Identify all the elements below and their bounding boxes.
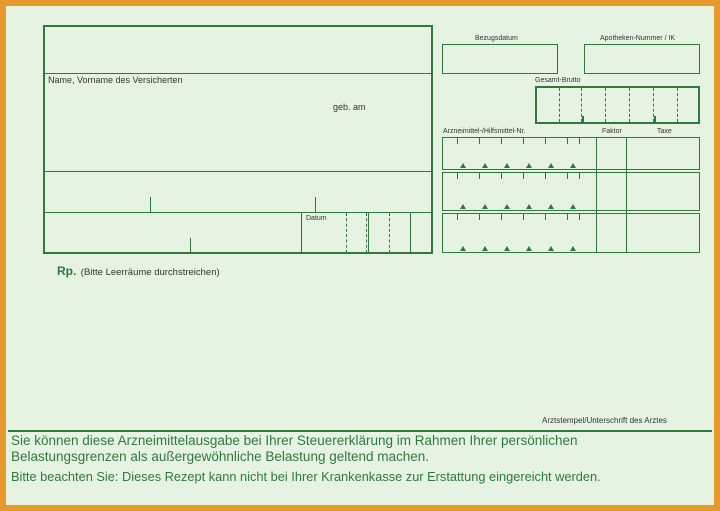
insured-box	[43, 25, 433, 254]
digit-marker	[504, 204, 510, 209]
prescription-form	[6, 6, 714, 505]
digit-marker	[460, 163, 466, 168]
brutto-decimal-mark	[654, 116, 656, 122]
faktor-label: Faktor	[602, 128, 622, 135]
digit-marker	[526, 204, 532, 209]
digit-tick	[457, 173, 458, 179]
digit-tick	[457, 138, 458, 144]
insured-tick	[315, 197, 316, 212]
digit-tick	[479, 138, 480, 144]
notice-line-3: Bitte beachten Sie: Dieses Rezept kann nicht bei Ihrer Krankenkasse zur Erstattung eingereicht werden.	[11, 469, 601, 484]
date-digit-divider	[410, 213, 411, 253]
digit-tick	[523, 173, 524, 179]
insured-name-label: Name, Vorname des Versicherten	[48, 75, 183, 85]
digit-tick	[479, 173, 480, 179]
digit-tick	[457, 214, 458, 220]
digit-tick	[501, 214, 502, 220]
taxe-label: Taxe	[657, 128, 672, 135]
digit-marker	[570, 246, 576, 251]
digit-marker	[570, 163, 576, 168]
date-divider	[301, 212, 302, 253]
digit-marker	[548, 163, 554, 168]
bezugsdatum-field[interactable]	[442, 44, 558, 74]
insured-tick	[190, 238, 191, 253]
rp-hint: (Bitte Leerräume durchstreichen)	[80, 267, 220, 278]
digit-tick	[567, 173, 568, 179]
digit-marker	[460, 204, 466, 209]
notice-line-2: Belastungsgrenzen als außergewöhnliche Belastung geltend machen.	[11, 449, 430, 464]
apotheke-label: Apotheken-Nummer / IK	[600, 35, 676, 42]
taxe-divider	[626, 137, 627, 253]
gesamt-brutto-label: Gesamt-Brutto	[535, 77, 581, 84]
digit-tick	[479, 214, 480, 220]
brutto-digit-divider	[605, 88, 606, 122]
digit-tick	[545, 173, 546, 179]
faktor-divider	[596, 137, 597, 253]
digit-marker	[570, 204, 576, 209]
digit-tick	[501, 138, 502, 144]
digit-marker	[482, 163, 488, 168]
digit-tick	[545, 214, 546, 220]
digit-tick	[523, 138, 524, 144]
signature-label: Arztstempel/Unterschrift des Arztes	[542, 416, 667, 425]
brutto-digit-divider	[629, 88, 630, 122]
digit-marker	[504, 163, 510, 168]
digit-marker	[548, 204, 554, 209]
digit-marker	[504, 246, 510, 251]
digit-tick	[501, 173, 502, 179]
digit-marker	[460, 246, 466, 251]
digit-marker	[482, 246, 488, 251]
digit-tick	[523, 214, 524, 220]
insured-tick	[150, 197, 151, 212]
insured-divider	[44, 171, 432, 172]
birth-date-label: geb. am	[333, 102, 366, 112]
date-digit-divider	[368, 213, 369, 253]
signature-line	[8, 430, 712, 432]
notice-line-1: Sie können diese Arzneimittelausgabe bei Ihrer Steuererklärung im Rahmen Ihrer persönlichen	[11, 433, 578, 448]
date-label: Datum	[306, 215, 327, 222]
brutto-decimal-mark	[582, 116, 584, 122]
brutto-digit-divider	[559, 88, 560, 122]
digit-tick	[579, 173, 580, 179]
digit-marker	[526, 163, 532, 168]
digit-tick	[579, 138, 580, 144]
digit-tick	[579, 214, 580, 220]
insured-divider	[44, 73, 432, 74]
rp-symbol: Rp.	[57, 264, 77, 278]
brutto-digit-divider	[677, 88, 678, 122]
digit-tick	[545, 138, 546, 144]
apotheke-field[interactable]	[584, 44, 700, 74]
arzneimittel-nr-label: Arzneimittel-/Hilfsmittel-Nr.	[443, 128, 526, 135]
digit-tick	[567, 138, 568, 144]
date-digit-divider	[366, 213, 367, 253]
insured-divider	[44, 212, 432, 213]
date-digit-divider	[389, 213, 390, 253]
rp-line	[57, 262, 220, 280]
digit-marker	[482, 204, 488, 209]
digit-tick	[567, 214, 568, 220]
date-digit-divider	[346, 213, 347, 253]
digit-marker	[548, 246, 554, 251]
bezugsdatum-label: Bezugsdatum	[475, 35, 518, 42]
digit-marker	[526, 246, 532, 251]
